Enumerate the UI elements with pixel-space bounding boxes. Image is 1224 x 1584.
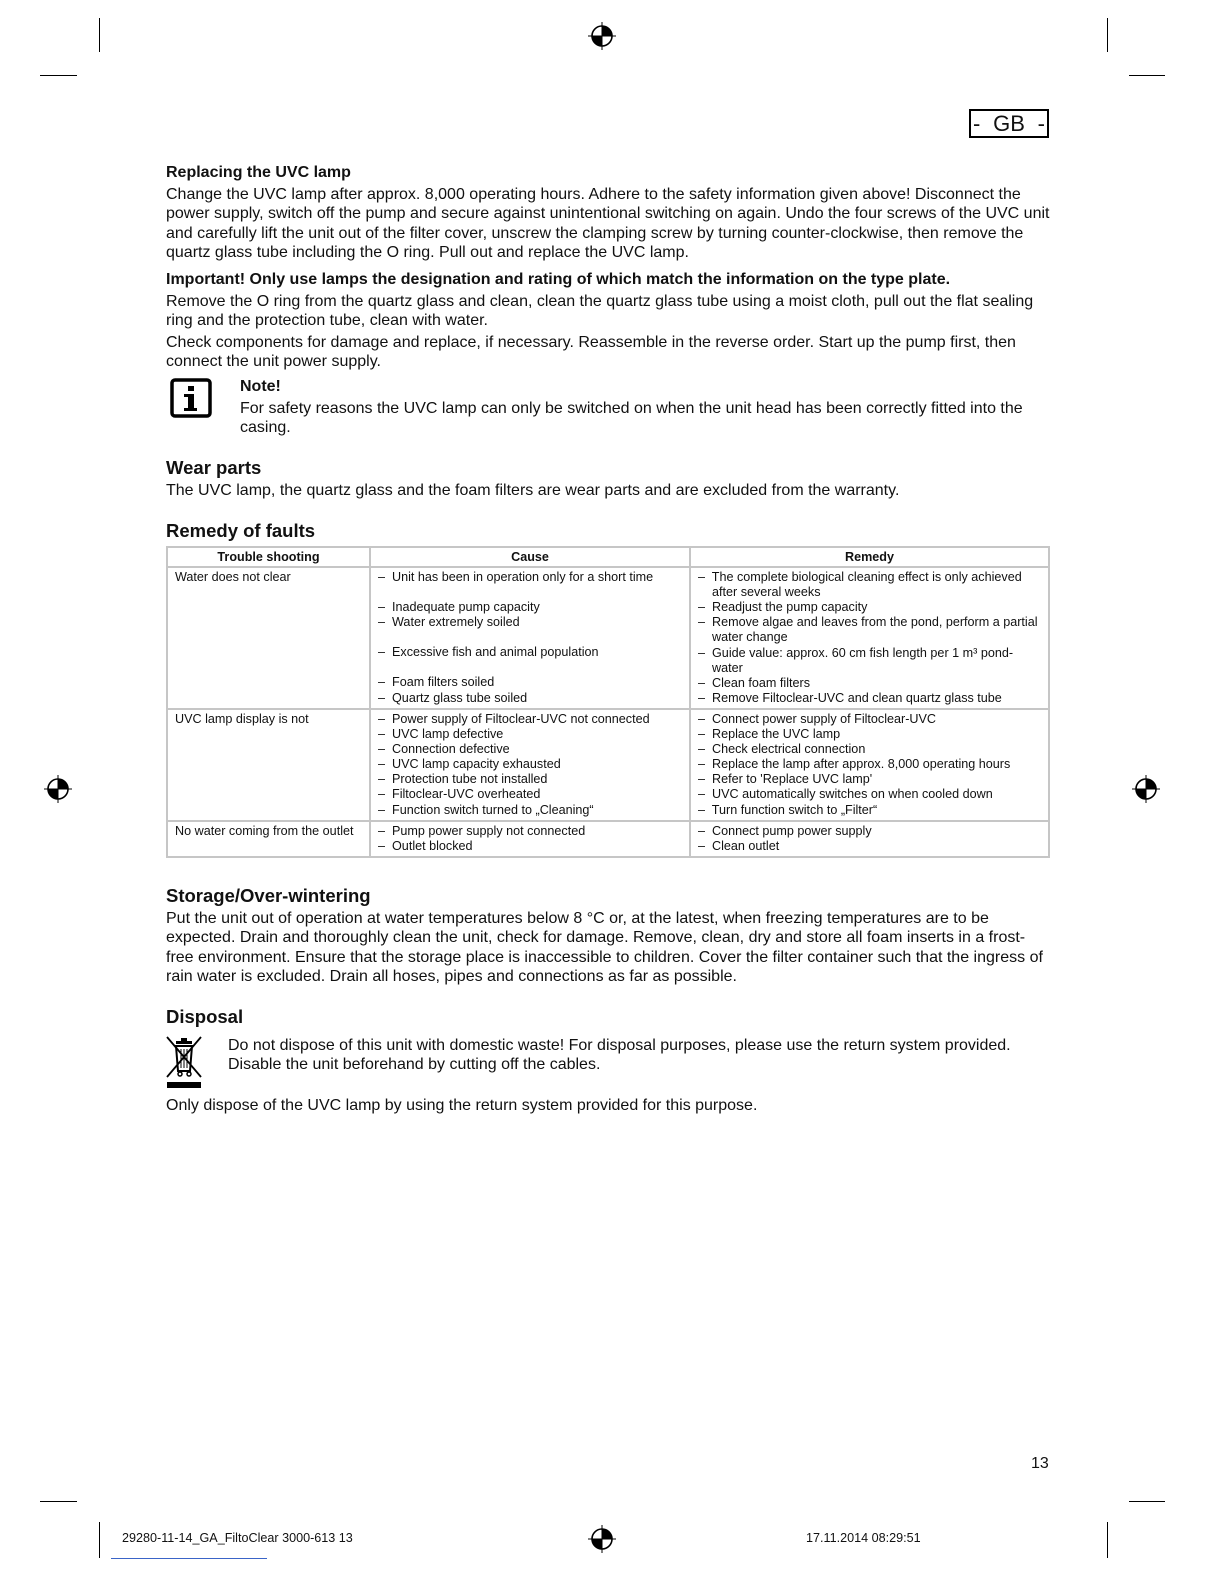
column-header-remedy: Remedy <box>690 547 1049 567</box>
remedy-item: – Replace the UVC lamp <box>698 727 841 742</box>
trouble-cell: No water coming from the outlet <box>167 821 370 857</box>
disposal-lamp-text: Only dispose of the UVC lamp by using the return system provided for this purpose. <box>166 1097 758 1114</box>
remedy-item: – Connect power supply of Filtoclear-UVC <box>698 711 936 726</box>
storage-title: Storage/Over-wintering <box>166 885 371 906</box>
crop-mark <box>1129 1501 1165 1502</box>
disposal-section <box>166 1006 1050 1028</box>
column-header-trouble: Trouble shooting <box>167 547 370 567</box>
cause-item: – Pump power supply not connected <box>378 823 586 838</box>
cause-item: – Water extremely soiled <box>378 615 520 630</box>
table-header-row <box>167 547 1049 567</box>
crop-mark <box>1107 18 1108 52</box>
cause-item: – Quartz glass tube soiled <box>378 690 528 705</box>
cause-item: – Excessive fish and animal population <box>378 645 599 660</box>
cause-cell <box>370 567 690 709</box>
note-title: Note! <box>240 378 281 395</box>
wear-section <box>166 457 1050 500</box>
replacing-paragraph-1: Change the UVC lamp after approx. 8,000 operating hours. Adhere to the safety information given above! Disconnect the power supply, switch off the pump and secure against unintentional switching on again. Undo the four screws of the UVC unit and carefully lift the unit out of the filter cover, unscrew the clamping screw by turning counter-clockwise, then remove the quartz glass tube including the O ring. Pull out and replace the UVC lamp. <box>166 186 1050 262</box>
crossed-bin-icon <box>164 1035 206 1091</box>
note-text: For safety reasons the UVC lamp can only be switched on when the unit head has been correctly fitted into the casing. <box>240 400 1023 437</box>
remedy-item: – Remove Filtoclear-UVC and clean quartz glass tube <box>698 690 1002 705</box>
faults-title: Remedy of faults <box>166 520 316 541</box>
replacing-paragraph-2: Remove the O ring from the quartz glass and clean, clean the quartz glass tube using a moist cloth, pull out the flat sealing ring and the protection tube, clean with water. <box>166 293 1034 330</box>
important-notice: Important! Only use lamps the designation and rating of which match the information on the type plate. <box>166 270 951 288</box>
faults-table <box>166 546 1050 858</box>
cause-item: – Power supply of Filtoclear-UVC not connected <box>378 711 650 726</box>
crop-mark <box>1107 1522 1108 1558</box>
disposal-text: Do not dispose of this unit with domestic waste! For disposal purposes, please use the return system provided. Disable the unit beforehand by cutting off the cables. <box>228 1037 1011 1074</box>
table-row <box>167 821 1049 857</box>
remedy-item: – Replace the lamp after approx. 8,000 operating hours <box>698 757 1011 772</box>
replacing-title: Replacing the UVC lamp <box>166 164 351 181</box>
remedy-cell <box>690 567 1049 709</box>
table-row <box>167 567 1049 709</box>
disposal-lamp-block <box>166 1096 1050 1115</box>
storage-text: Put the unit out of operation at water temperatures below 8 °C or, at the latest, when freezing temperatures are to be expected. Drain and thoroughly clean the unit, check for damage. Remove, clean, dry and store all foam inserts in a frost-free environment. Ensure that the storage place is inaccessible to children. Cover the filter container such that the ingress of rain water is excluded. Drain all hoses, pipes and connections as far as possible. <box>166 910 1043 986</box>
cause-item: – Protection tube not installed <box>378 772 548 787</box>
cause-cell <box>370 821 690 857</box>
remedy-item: – Clean outlet <box>698 838 780 853</box>
crop-mark <box>40 75 77 76</box>
table-row <box>167 709 1049 821</box>
cause-item: – UVC lamp capacity exhausted <box>378 757 561 772</box>
trouble-cell: Water does not clear <box>167 567 370 709</box>
registration-mark-icon <box>1131 774 1161 804</box>
page-number: 13 <box>1031 1455 1049 1472</box>
language-code: GB <box>993 111 1025 136</box>
remedy-cell <box>690 709 1049 821</box>
remedy-cell <box>690 821 1049 857</box>
cause-item: – Unit has been in operation only for a short time <box>378 570 654 585</box>
footer-datetime: 17.11.2014 08:29:51 <box>806 1531 921 1545</box>
replacing-section <box>166 163 1050 372</box>
faults-section <box>166 520 1050 542</box>
remedy-item: – UVC automatically switches on when cooled down <box>698 787 993 802</box>
column-header-cause: Cause <box>370 547 690 567</box>
remedy-item: – Remove algae and leaves from the pond, perform a partial water change <box>698 615 1038 645</box>
cause-item: – Connection defective <box>378 742 510 757</box>
disposal-block <box>228 1036 1053 1075</box>
registration-mark-icon <box>587 1524 617 1554</box>
language-tab: - GB - <box>969 109 1049 138</box>
remedy-item: – Readjust the pump capacity <box>698 600 868 615</box>
cause-item: – Foam filters soiled <box>378 675 495 690</box>
crop-mark <box>40 1501 77 1502</box>
remedy-item: – Guide value: approx. 60 cm fish length per 1 m³ pond-water <box>698 645 1014 675</box>
registration-mark-icon <box>43 774 73 804</box>
wear-title: Wear parts <box>166 457 262 478</box>
cause-item: – Inadequate pump capacity <box>378 600 540 615</box>
remedy-item: – Check electrical connection <box>698 742 866 757</box>
crop-mark <box>1129 75 1165 76</box>
cause-cell <box>370 709 690 821</box>
remedy-item: – Connect pump power supply <box>698 823 872 838</box>
wear-text: The UVC lamp, the quartz glass and the foam filters are wear parts and are excluded from the warranty. <box>166 482 900 499</box>
cause-item: – Outlet blocked <box>378 838 473 853</box>
footer-rule <box>111 1558 267 1559</box>
replacing-paragraph-3: Check components for damage and replace, if necessary. Reassemble in the reverse order. Start up the pump first, then connect the unit power supply. <box>166 333 1016 371</box>
registration-mark-icon <box>587 21 617 51</box>
cause-item: – UVC lamp defective <box>378 727 504 742</box>
remedy-item: – The complete biological cleaning effect is only achieved after several weeks <box>698 570 1022 600</box>
disposal-title: Disposal <box>166 1006 244 1027</box>
note-block <box>240 377 1050 438</box>
remedy-item: – Clean foam filters <box>698 675 811 690</box>
trouble-cell: UVC lamp display is not <box>167 709 370 821</box>
cause-item: – Function switch turned to „Cleaning“ <box>378 802 594 817</box>
remedy-item: – Turn function switch to „Filter“ <box>698 802 878 817</box>
footer-file-name: 29280-11-14_GA_FiltoClear 3000-613 13 <box>122 1531 353 1545</box>
crop-mark <box>99 1522 100 1558</box>
storage-section <box>166 885 1050 987</box>
crop-mark <box>99 18 100 52</box>
info-icon <box>170 378 212 418</box>
remedy-item: – Refer to 'Replace UVC lamp' <box>698 772 873 787</box>
cause-item: – Filtoclear-UVC overheated <box>378 787 541 802</box>
